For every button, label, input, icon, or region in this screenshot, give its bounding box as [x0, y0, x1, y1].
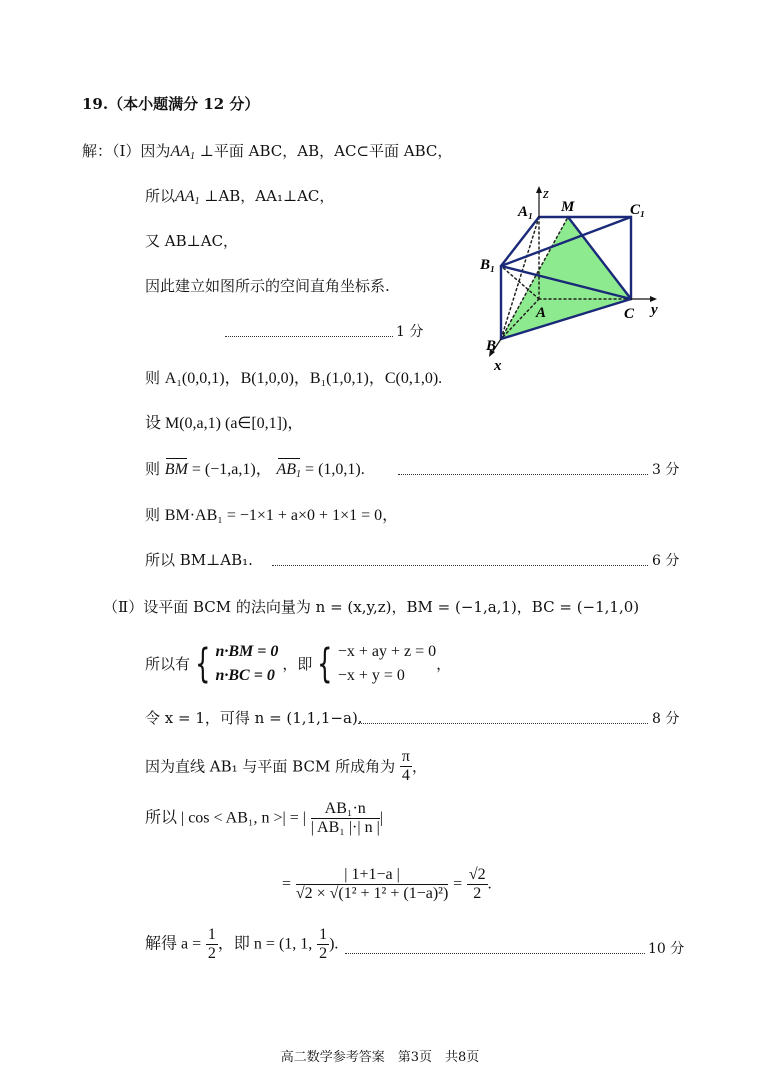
system-1: n·BM = 0 n·BC = 0 [215, 643, 279, 684]
part1-also: 又 AB⊥AC， [145, 232, 239, 250]
coords-prefix: 则 [145, 369, 161, 387]
half: $\frac{1}{2}$ [207, 926, 216, 962]
setM-text: 设 M(0,a,1) (a∈[0,1])， [145, 415, 304, 432]
dotted-leader [345, 953, 645, 954]
eq-fraction: $\frac{| 1+1-a |}{\text{√2 × √(1² + 1² + (1−a)²)}}$ [295, 866, 449, 902]
brace-left: { [195, 641, 211, 687]
z-arrow [536, 186, 542, 193]
eq-rhs: $\frac{√2}{2}$ [468, 866, 486, 902]
label-A1: A₁ [518, 204, 534, 220]
dotted-leader [272, 565, 648, 566]
label-C: C [624, 306, 635, 322]
part2-equation: = $\frac{| 1+1-a |}{\text{√2 × √(1² + 1² + (1−a)²)}}$ = $\frac{√2}{2}$ . [282, 866, 492, 902]
solve-tail: ，即 n = (1, 1, [217, 935, 313, 953]
score-6: 6 分 [652, 553, 680, 569]
label-C1: C₁ [630, 202, 646, 218]
pi-over-4: $\frac{\pi}{4}$ [401, 748, 410, 784]
page-footer: 高二数学参考答案 第3页 共8页 [280, 1050, 480, 1065]
part1-line1: 解：（Ⅰ）因为$AA_1$ ⊥平面 ABC，AB，AC⊂平面 ABC， [82, 142, 453, 162]
part2-solve [145, 926, 338, 972]
part1-so1-tail: ⊥AB，AA₁⊥AC， [204, 187, 335, 205]
label-M: M [561, 199, 575, 215]
problem-heading: 19.（本小题满分 12 分） [82, 95, 260, 113]
half-2: $\frac{1}{2}$ [319, 926, 328, 962]
label-y: y [651, 302, 658, 318]
dotted-leader [398, 474, 648, 475]
vec-BM-value: = (−1,a,1)， [187, 461, 272, 478]
part2-intro: （Ⅱ）设平面 BCM 的法向量为 n = (x,y,z)，BM = (−1,a,1)，BC = (−1,1,0) [103, 598, 640, 616]
vec-prefix: 则 [145, 460, 161, 478]
part1-conclude: 所以 BM⊥AB₁. [145, 551, 253, 569]
cos-lhs: 所以 | cos < AB₁, n >| = | [145, 809, 306, 827]
part1-because-tail: ⊥平面 ABC，AB，AC⊂平面 ABC， [199, 142, 453, 160]
solve-end: ). [329, 935, 339, 953]
label-x: x [494, 358, 502, 374]
part2-let: 令 x = 1，可得 n = (1,1,1−a). [145, 709, 363, 727]
part1-setM [145, 413, 303, 434]
ie: ，即 [282, 655, 313, 673]
part2-system [145, 640, 451, 690]
part1-establish: 因此建立如图所示的空间直角坐标系. [145, 277, 390, 295]
part1-dot [145, 505, 398, 526]
cos-fraction: $\frac{\text{AB₁·n}}{\text{| AB₁ |·| n |}}$ [310, 800, 380, 836]
vec-AB1-value: = (1,0,1). [301, 461, 365, 478]
system-2: −x + ay + z = 0 −x + y = 0 [337, 643, 437, 684]
dot-product: BM·AB₁ = −1×1 + a×0 + 1×1 = 0， [164, 507, 399, 524]
soyou: 所以有 [145, 655, 191, 673]
dotted-leader [225, 336, 393, 337]
part1-vectors [145, 459, 365, 485]
part1-line2: 所以$AA_1$ ⊥AB，AA₁⊥AC， [145, 187, 335, 207]
label-B: B [486, 338, 497, 354]
score-8: 8 分 [652, 711, 680, 727]
label-B1: B₁ [480, 257, 496, 273]
dot-prefix: 则 [145, 506, 161, 524]
part2-cos: 所以 | cos < AB₁, n >| = | $\frac{\text{AB₁·n}}{\text{| AB₁ |·| n |}}$ | [145, 800, 383, 836]
prism-figure [476, 184, 676, 374]
dotted-leader [358, 723, 648, 724]
vec-BM-label: BM [164, 461, 188, 478]
score-1: 1 分 [396, 324, 424, 340]
part1-prefix: 解：（Ⅰ）因为 [82, 142, 171, 160]
part1-coords [145, 368, 442, 389]
part2-angle: 因为直线 AB₁ 与平面 BCM 所成角为 $\frac{\pi}{4}$ ， [145, 748, 427, 784]
coords-values: A₁(0,0,1)，B(1,0,0)，B₁(1,0,1)，C(0,1,0). [164, 370, 443, 387]
triangle-BCM [501, 217, 631, 339]
angle-text: 因为直线 AB₁ 与平面 BCM 所成角为 [145, 757, 396, 776]
solve-text: 解得 a = [145, 935, 202, 953]
score-3: 3 分 [652, 462, 680, 478]
comma: ， [436, 655, 452, 673]
vec-AB1-label: $AB_1$ [277, 460, 302, 485]
label-A: A [536, 305, 547, 321]
part1-so1: 所以 [145, 187, 176, 205]
score-10: 10 分 [648, 941, 685, 957]
brace-right: { [317, 641, 333, 687]
label-z: z [543, 186, 549, 202]
